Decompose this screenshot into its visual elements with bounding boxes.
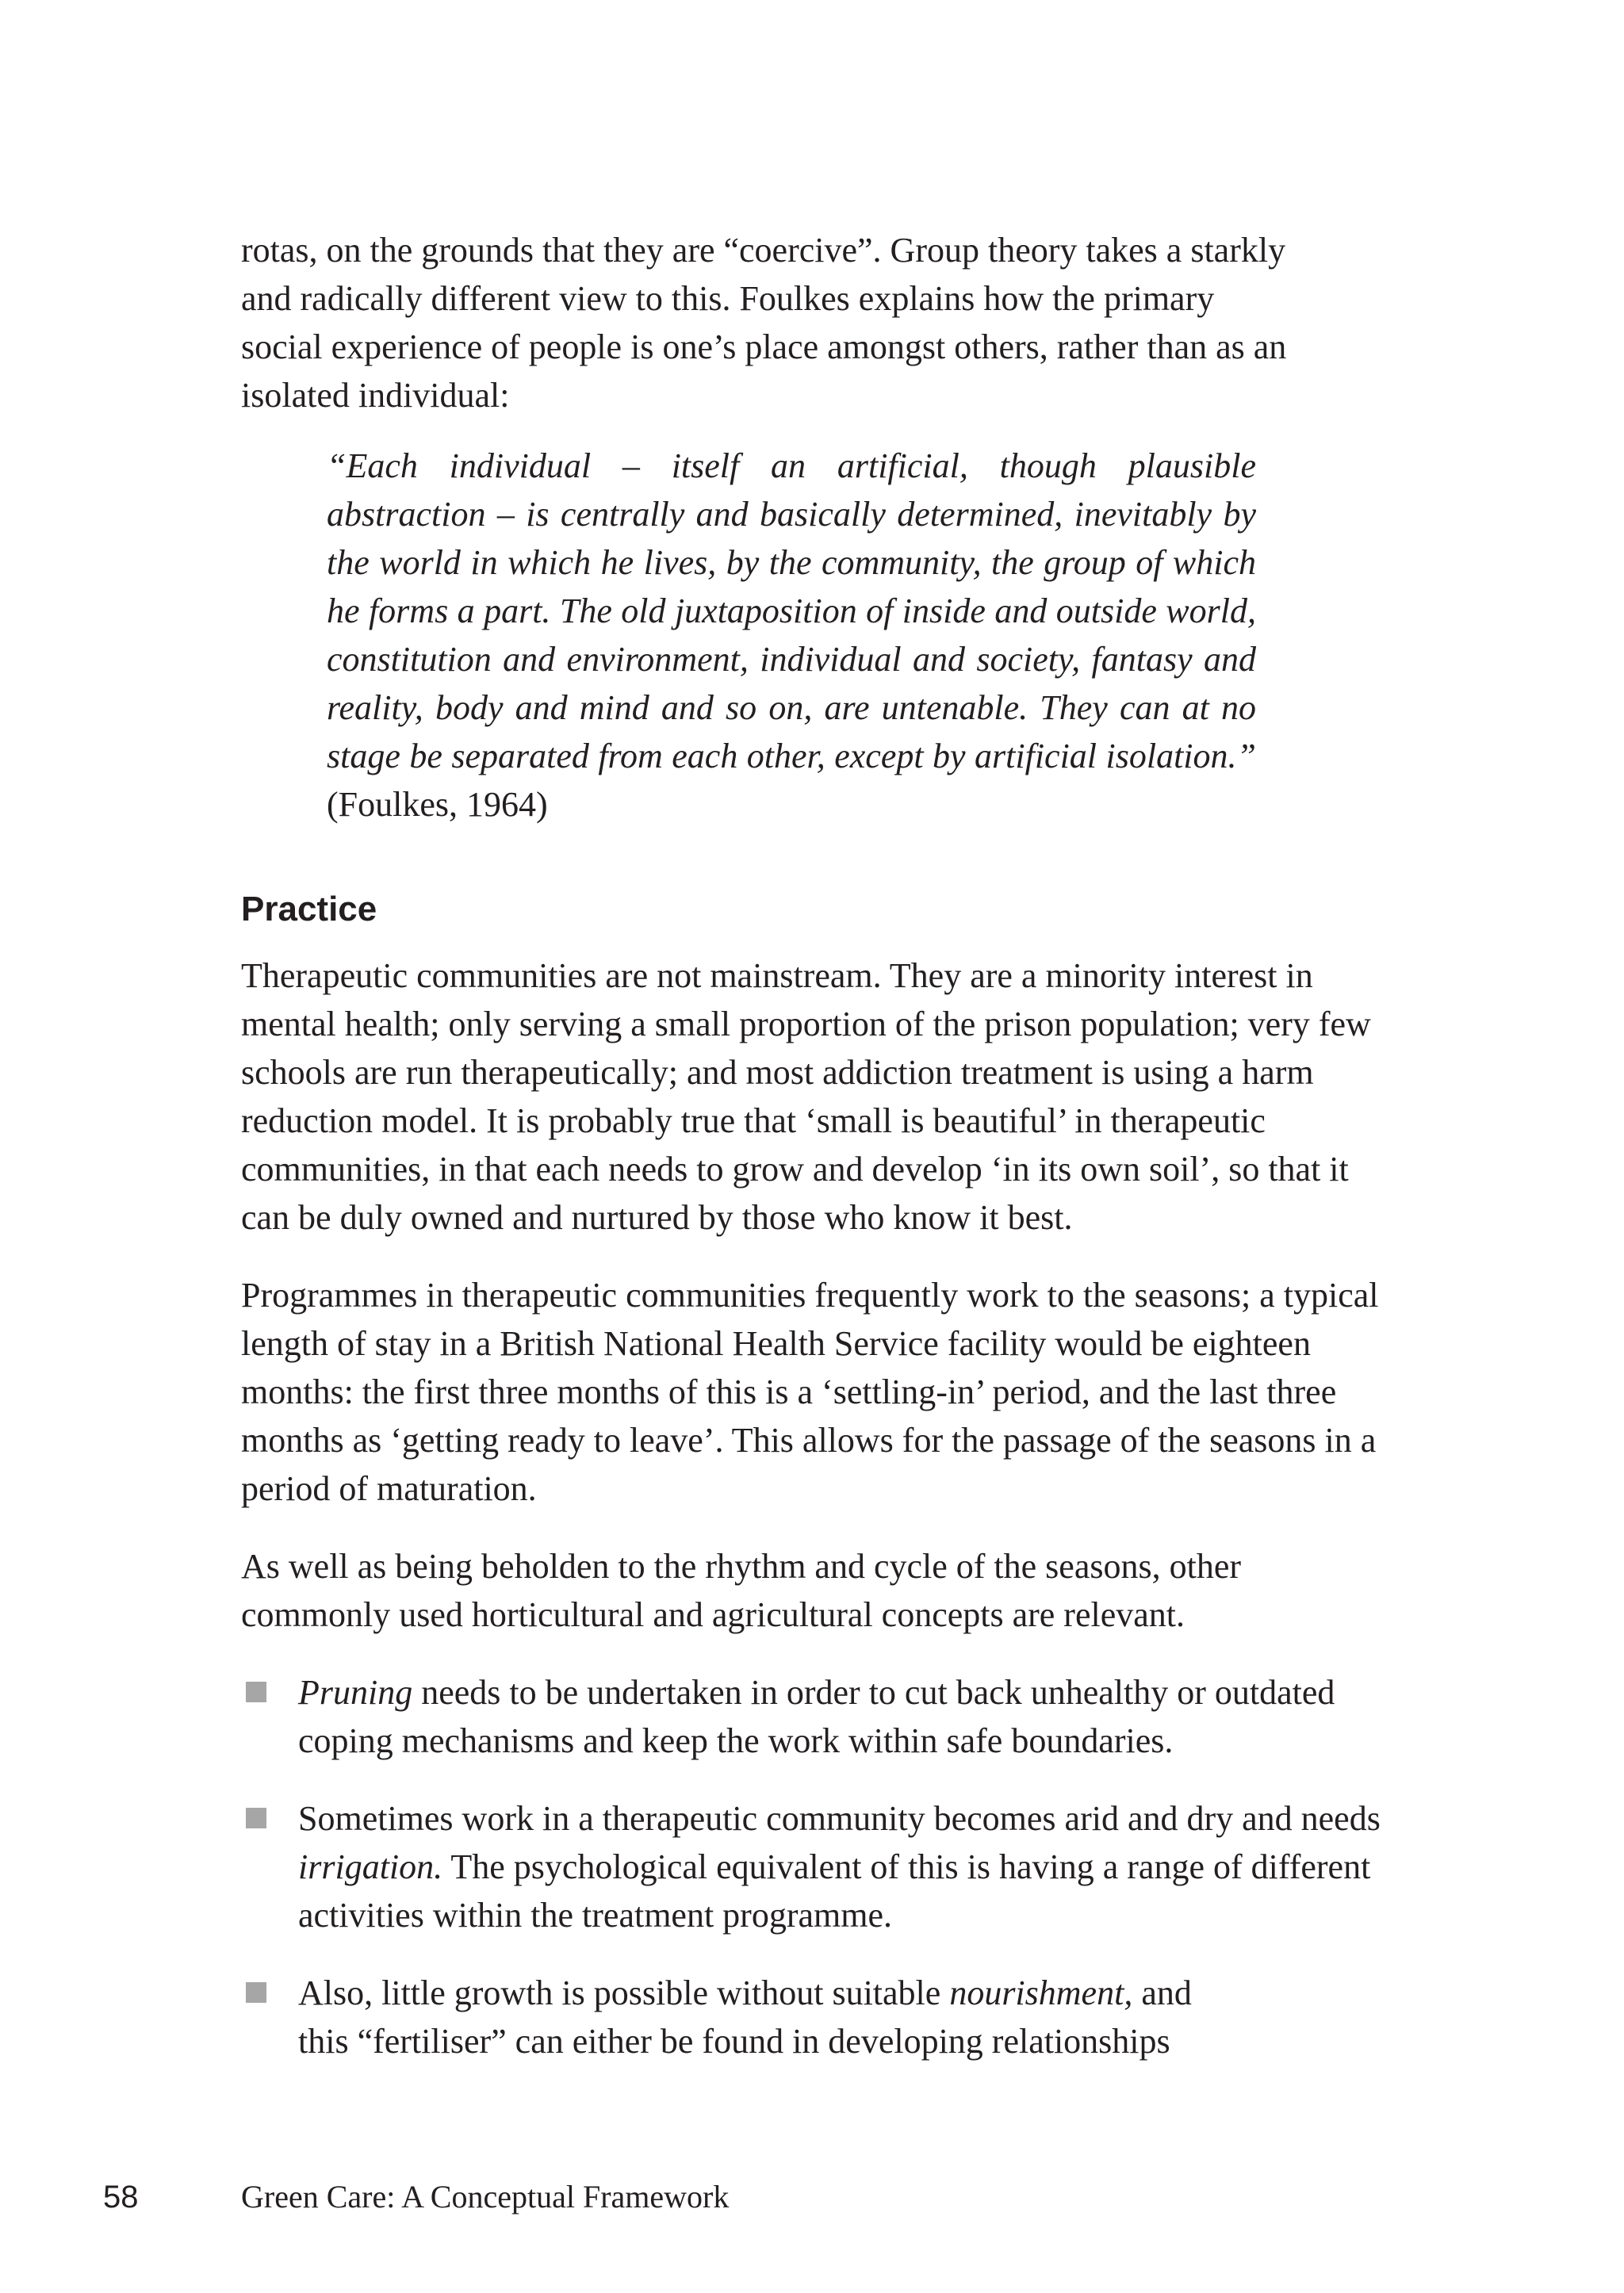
bullet-square-icon <box>246 1682 266 1702</box>
intro-line-3: social experience of people is one’s place amongst others, rather than as an <box>241 327 1287 366</box>
block-quote <box>327 442 1256 829</box>
section-heading: Practice <box>241 890 377 928</box>
intro-line-2: and radically different view to this. Foulkes explains how the primary <box>241 279 1215 318</box>
bullet-item-irrigation <box>241 1794 1383 1939</box>
bullet-item-nourishment <box>241 1969 1383 2065</box>
bullet-square-icon <box>246 1808 266 1828</box>
quote-citation: (Foulkes, 1964) <box>327 785 548 824</box>
concepts-bullet-list <box>241 1668 1383 2065</box>
intro-line-1: rotas, on the grounds that they are “coercive”. Group theory takes a starkly <box>241 231 1286 270</box>
page-number: 58 <box>103 2180 139 2215</box>
bullet-text-line-2: this “fertiliser” can either be found in developing relationships <box>298 2022 1170 2061</box>
bullet-emphasis: irrigation. <box>298 1847 443 1886</box>
bullet-item-pruning <box>241 1668 1383 1765</box>
bullet-text-after: The psychological equivalent of this is having a range of different activities within the treatment programme. <box>298 1847 1371 1935</box>
bullet-emphasis: nourishment, <box>949 1973 1133 2012</box>
main-text-column <box>241 226 1383 2095</box>
bullet-square-icon <box>246 1982 266 2003</box>
bullet-text-before: Sometimes work in a therapeutic community becomes arid and dry and needs <box>298 1799 1381 1838</box>
intro-line-4: isolated individual: <box>241 376 510 415</box>
paragraph-seasons: Programmes in therapeutic communities frequently work to the seasons; a typical length of stay in a British National Health Service facility would be eighteen months: the first three months of this is a ‘settling-in’ period, and the last three months as ‘getting ready to leave’. This allows for the passage of the seasons in a period of maturation. <box>241 1276 1379 1508</box>
paragraph-communities: Therapeutic communities are not mainstream. They are a minority interest in mental health; only serving a small proportion of the prison population; very few schools are run therapeutically; and most addiction treatment is using a harm reduction model. It is probably true that ‘small is beautiful’ in therapeutic communities, in that each needs to grow and develop ‘in its own soil’, so that it can be duly owned and nurtured by those who know it best. <box>241 956 1371 1237</box>
intro-paragraph <box>241 226 1383 419</box>
bullet-emphasis: Pruning <box>298 1673 413 1712</box>
paragraph-concepts: As well as being beholden to the rhythm and cycle of the seasons, other commonly used horticultural and agricultural concepts are relevant. <box>241 1547 1242 1634</box>
quote-text: “Each individual – itself an artificial, though plausible abstraction – is centrally and basically determined, inevitably by the world in which he lives, by the community, the group of which he forms a part. The old juxtaposition of inside and outside world, constitution and environment, individual and society, fantasy and reality, body and mind and so on, are untenable. They can at no stage be separated from each other, except by artificial isolation.” <box>327 446 1256 775</box>
bullet-text-after: needs to be undertaken in order to cut back unhealthy or outdated coping mechanisms and keep the work within safe boundaries. <box>298 1673 1335 1760</box>
running-footer-title: Green Care: A Conceptual Framework <box>241 2179 730 2215</box>
bullet-text-before: Also, little growth is possible without suitable <box>298 1973 950 2012</box>
bullet-text-after: and <box>1132 1973 1192 2012</box>
